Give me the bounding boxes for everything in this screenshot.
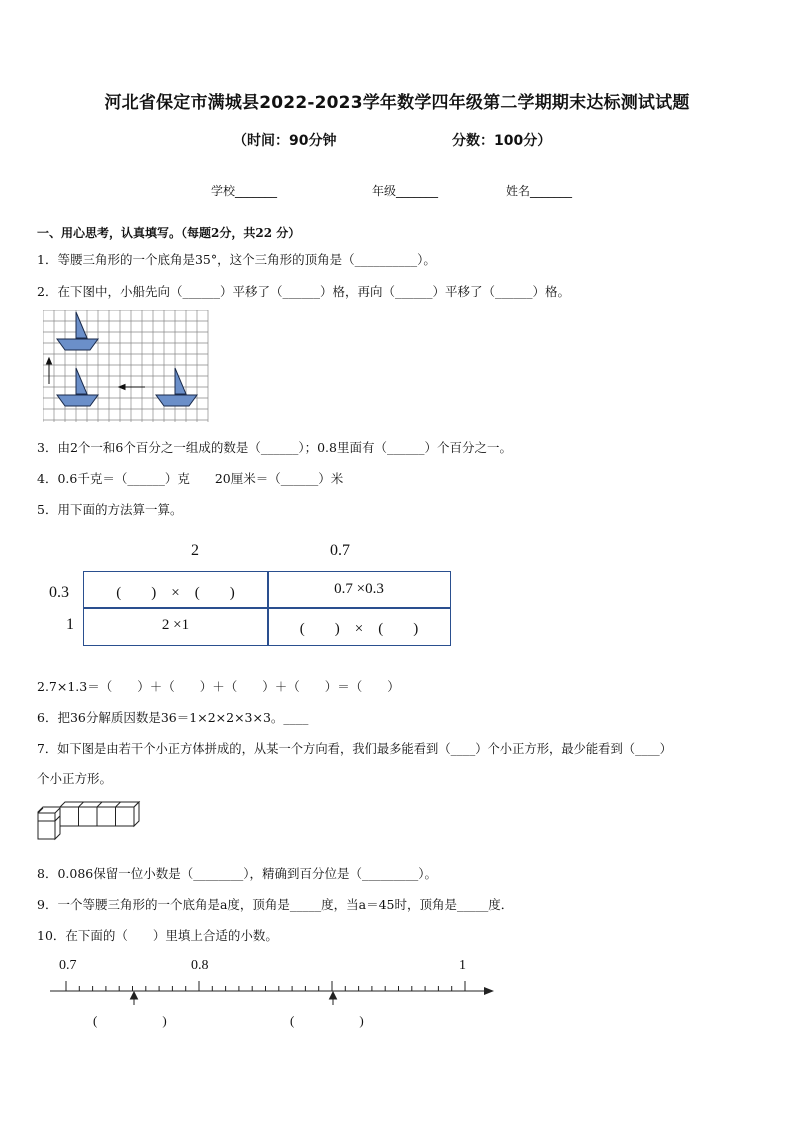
table-h-divider [84,607,450,609]
question-5-expression: 2.7×1.3＝（ ）＋（ ）＋（ ）＋（ ）＝（ ） [37,679,400,694]
table-col-header-2: 0.7 [330,542,350,559]
question-6: 6．把36分解质因数是36＝1×2×2×3×3。____ [37,710,309,725]
up-arrow [47,358,52,384]
number-line-label: 0.8 [191,958,209,973]
question-10: 10．在下面的（ ）里填上合适的小数。 [37,928,278,943]
table-col-header-1: 2 [191,542,199,559]
boat-top [57,312,98,350]
page-title: 河北省保定市满城县2022-2023学年数学四年级第二学期期末达标测试试题 [104,93,690,113]
pointer-arrow [131,992,138,1005]
question-8: 8．0.086保留一位小数是（________），精确到百分位是（_________）。 [37,866,437,881]
table-cell: ( ) × ( ) [116,585,235,601]
number-line-label: 0.7 [59,958,77,973]
question-7: 7．如下图是由若干个小正方体拼成的，从某一个方向看，我们最多能看到（____）个小正方形，最少能看到（____） [37,742,672,756]
exam-score: 分数：100分） [452,133,552,149]
name-field: 姓名_______ [506,184,573,198]
question-1: 1．等腰三角形的一个底角是35°，这个三角形的顶角是（__________）。 [37,252,436,267]
table-row-header-1: 0.3 [49,584,69,601]
number-line-label: 1 [459,958,466,973]
pointer-arrow [330,992,337,1005]
cubes-figure [36,801,142,843]
grade-field: 年级_______ [372,184,439,198]
cube-row [38,802,139,839]
question-4: 4．0.6千克＝（______）克 20厘米＝（______）米 [37,471,344,486]
answer-blank: ( ) [290,1013,364,1028]
exam-time: （时间：90分钟 [233,133,337,149]
table-cell: ( ) × ( ) [299,621,419,637]
question-9: 9．一个等腰三角形的一个底角是a度，顶角是_____度，当a＝45时，顶角是_____度． [37,897,514,912]
boat-grid-figure [43,310,211,423]
left-arrow [119,385,145,390]
question-7-continued: 个小正方形。 [37,771,113,786]
section-heading: 一、用心思考，认真填写。（每题2分，共22 分） [37,226,301,240]
question-2: 2．在下图中，小船先向（______）平移了（______）格，再向（______）平移了（______）格。 [37,284,570,299]
table-cell: 0.7 ×0.3 [334,581,384,597]
table-cell: 2 ×1 [161,617,190,633]
question-3: 3．由2个一和6个百分之一组成的数是（______）；0.8里面有（______）个百分之一。 [37,440,512,455]
school-field: 学校_______ [211,184,278,198]
answer-blank: ( ) [93,1013,167,1028]
question-5: 5．用下面的方法算一算。 [37,502,183,517]
number-line-arrowhead [484,987,494,995]
table-row-header-2: 1 [66,616,74,633]
number-line [48,975,496,1005]
multiplication-table [83,571,451,646]
